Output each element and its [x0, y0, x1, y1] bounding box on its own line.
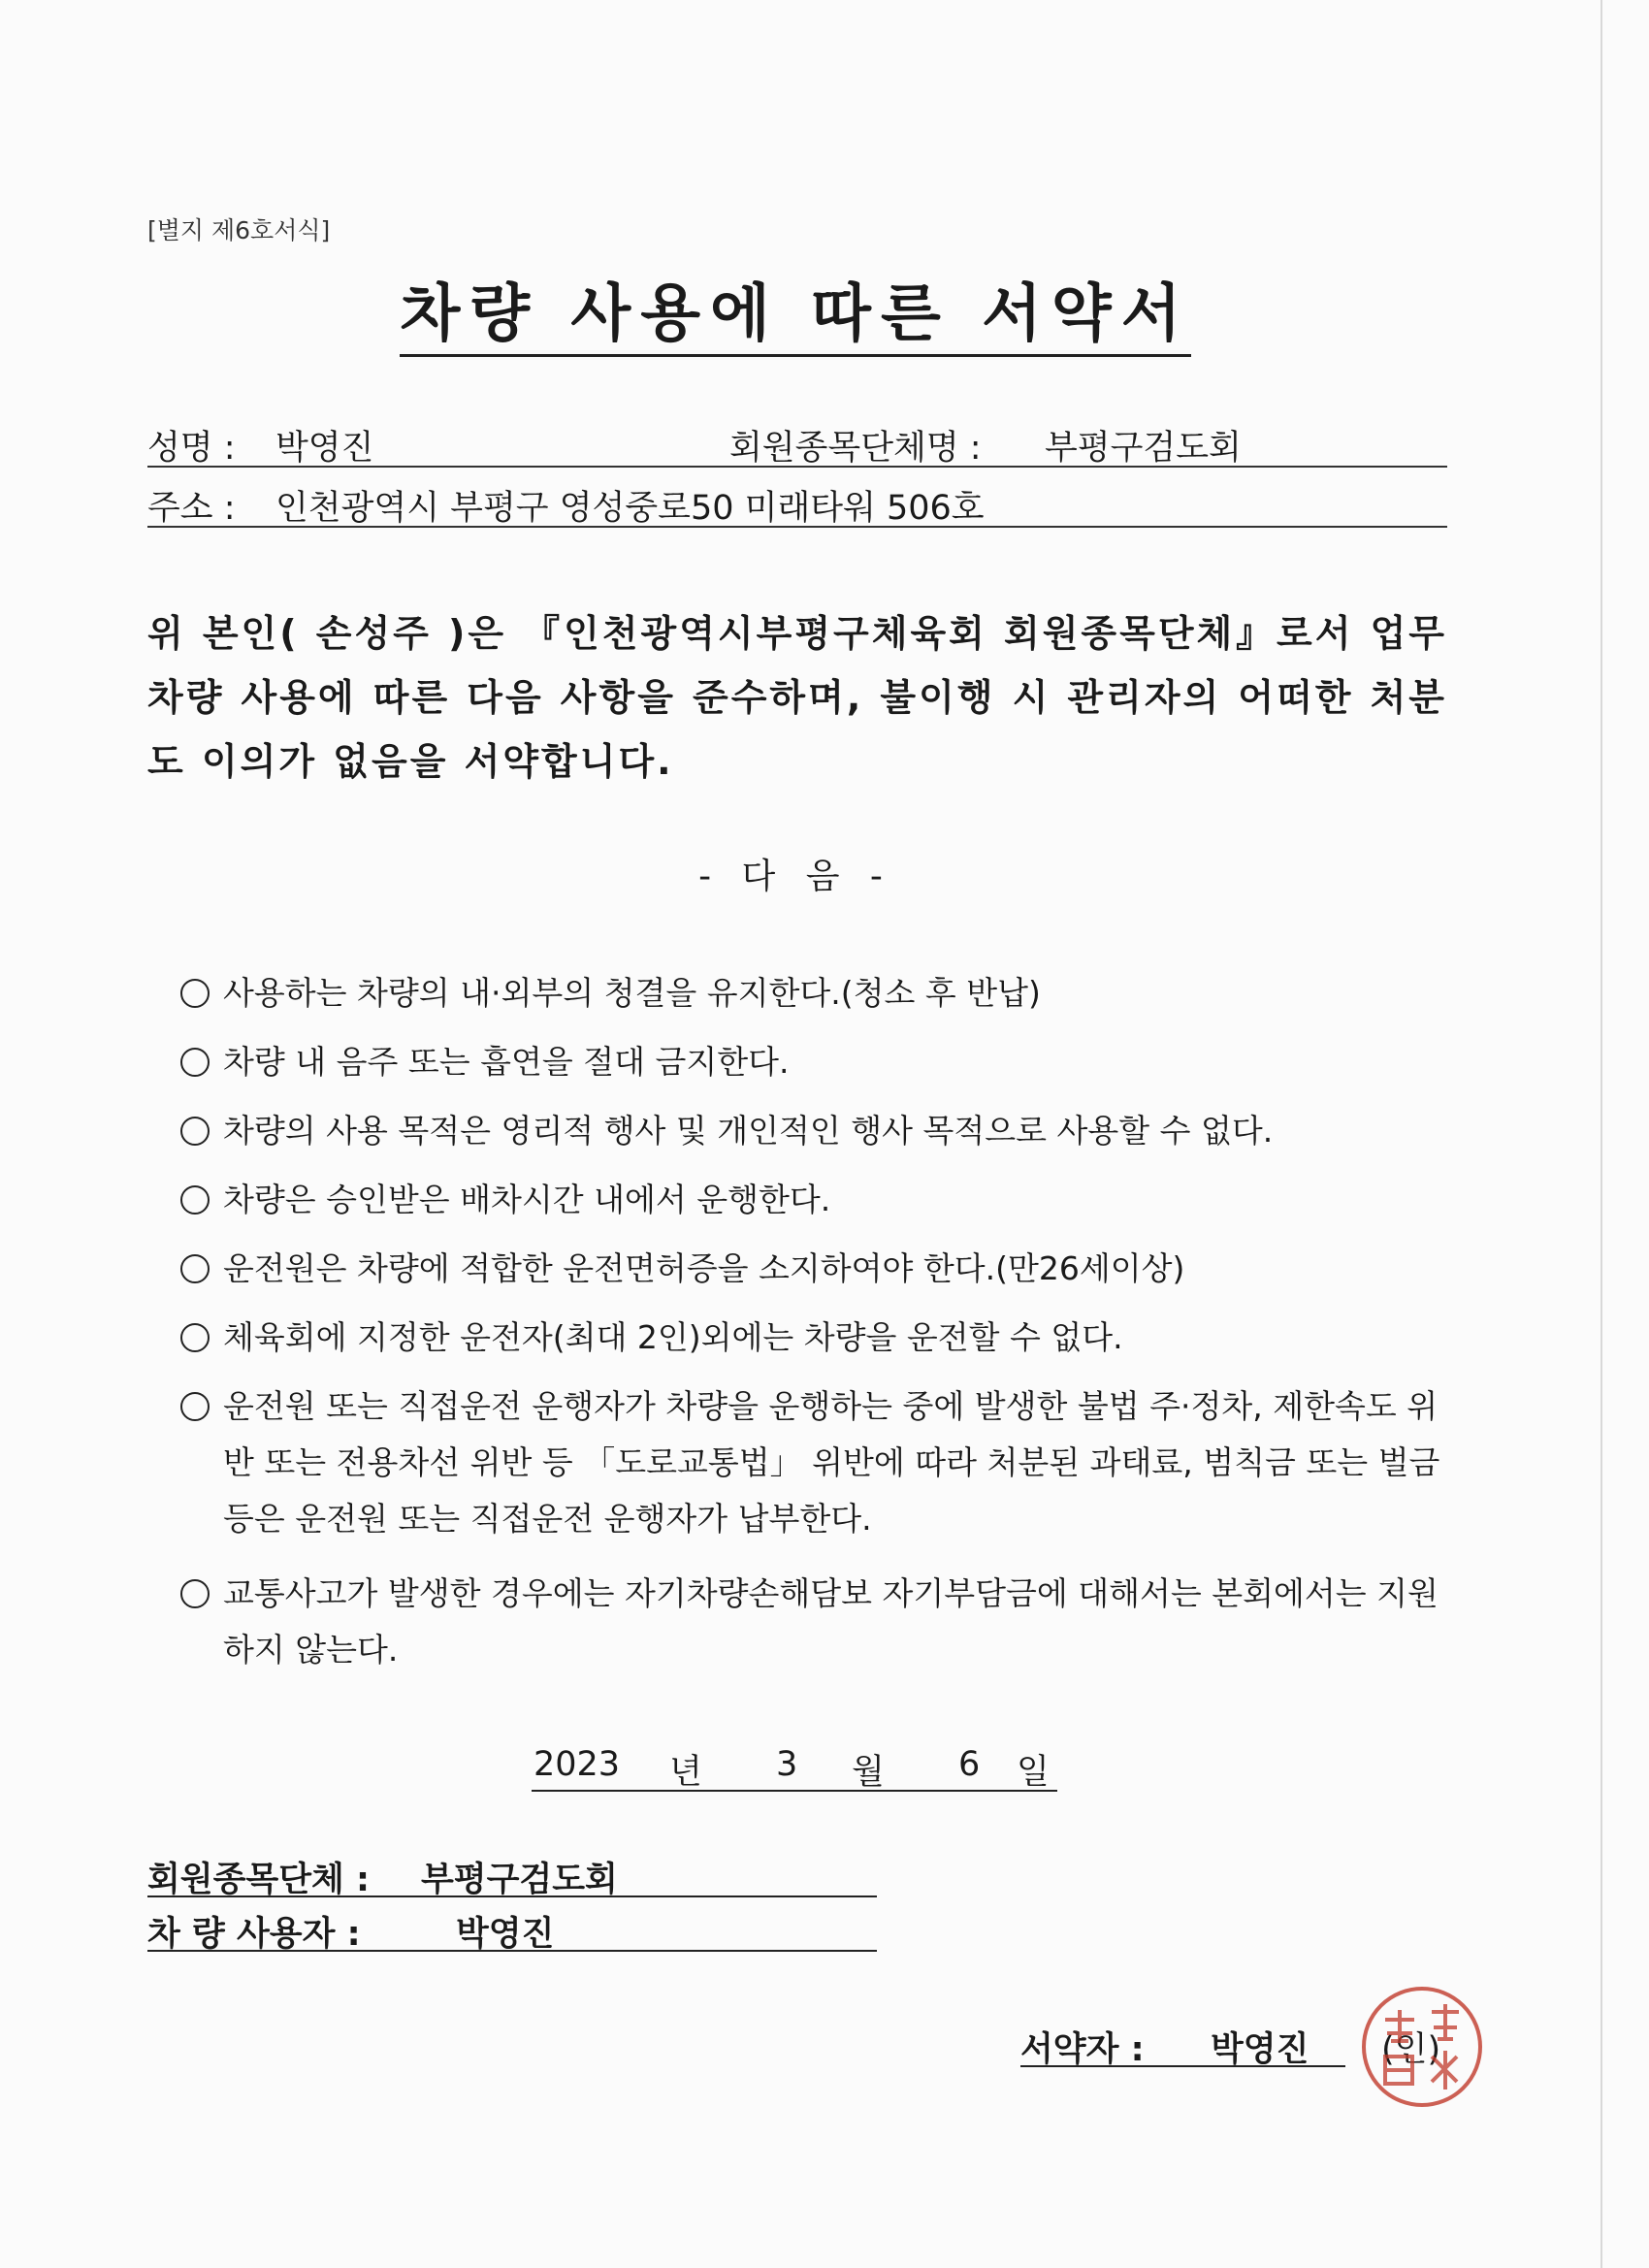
group-label: 회원종목단체명 :	[729, 429, 982, 468]
rule-text: 차량은 승인받은 배차시간 내에서 운행한다.	[223, 1181, 831, 1218]
signature-user-line	[147, 1905, 877, 1952]
rule-item	[180, 965, 1451, 1021]
rule-item	[180, 1566, 1451, 1678]
date-day: 6	[958, 1745, 981, 1784]
name-label: 성명 :	[147, 429, 236, 468]
date-month-unit: 월	[852, 1753, 885, 1792]
date-month: 3	[776, 1745, 798, 1784]
group-sign-value: 부평구검도회	[421, 1861, 618, 1899]
pledge-paragraph: 위 본인( 손성주 )은 『인천광역시부평구체육회 회원종목단체』로서 업무차량 사용에 따른 다음 사항을 준수하며, 불이행 시 관리자의 어떠한 처분도 이의가 없음을 서약합니다.	[147, 612, 1447, 783]
page-edge	[1600, 0, 1602, 2268]
address-label: 주소 :	[147, 489, 236, 528]
section-heading: - 다 음 -	[698, 857, 892, 896]
circle-bullet-icon	[180, 1323, 210, 1352]
rule-item	[180, 1310, 1451, 1366]
date-line	[532, 1741, 1057, 1792]
rule-text: 체육회에 지정한 운전자(최대 2인)외에는 차량을 운전할 수 없다.	[223, 1318, 1123, 1356]
info-line-name	[147, 417, 1447, 468]
rule-item	[180, 1172, 1451, 1228]
circle-bullet-icon	[180, 1392, 210, 1421]
user-sign-label: 차 량 사용자 :	[147, 1915, 361, 1954]
signer-value: 박영진	[1211, 2030, 1310, 2069]
group-sign-label: 회원종목단체 :	[147, 1861, 371, 1899]
signer-underline	[1020, 2065, 1345, 2067]
rule-item	[180, 1034, 1451, 1090]
document-title	[0, 264, 1591, 353]
rule-text: 운전원은 차량에 적합한 운전면허증을 소지하여야 한다.(만26세이상)	[223, 1249, 1185, 1287]
circle-bullet-icon	[180, 1048, 210, 1077]
info-line-address	[147, 477, 1447, 528]
signer-label: 서약자 :	[1020, 2030, 1145, 2069]
user-sign-value: 박영진	[456, 1915, 555, 1954]
seal-mark: (인)	[1381, 2030, 1441, 2069]
group-value: 부평구검도회	[1045, 429, 1242, 468]
address-value: 인천광역시 부평구 영성중로50 미래타워 506호	[275, 489, 985, 528]
rule-text: 차량의 사용 목적은 영리적 행사 및 개인적인 행사 목적으로 사용할 수 없다.	[223, 1112, 1274, 1150]
circle-bullet-icon	[180, 1185, 210, 1215]
date-day-unit: 일	[1017, 1753, 1050, 1792]
circle-bullet-icon	[180, 1117, 210, 1146]
rule-text: 차량 내 음주 또는 흡연을 절대 금지한다.	[223, 1043, 790, 1081]
signature-group-line	[147, 1851, 877, 1897]
form-code: [별지 제6호서식]	[147, 216, 331, 244]
name-value: 박영진	[275, 429, 374, 468]
red-seal-stamp-icon	[1356, 1981, 1488, 2113]
rule-item	[180, 1241, 1451, 1297]
rule-text: 교통사고가 발생한 경우에는 자기차량손해담보 자기부담금에 대해서는 본회에서는 지원하지 않는다.	[223, 1574, 1439, 1669]
rule-text: 사용하는 차량의 내·외부의 청결을 유지한다.(청소 후 반납)	[223, 974, 1041, 1012]
circle-bullet-icon	[180, 979, 210, 1008]
date-year: 2023	[534, 1745, 621, 1784]
date-year-unit: 년	[669, 1753, 702, 1792]
circle-bullet-icon	[180, 1254, 210, 1283]
rule-text: 운전원 또는 직접운전 운행자가 차량을 운행하는 중에 발생한 불법 주·정차, 제한속도 위반 또는 전용차선 위반 등 「도로교통법」 위반에 따라 처분된 과태료, 범칙금 또는 벌금 등은 운전원 또는 직접운전 운행자가 납부한다.	[223, 1387, 1440, 1538]
rule-item	[180, 1378, 1451, 1547]
circle-bullet-icon	[180, 1579, 210, 1608]
rule-item	[180, 1103, 1451, 1159]
document-title-text: 차량 사용에 따른 서약서	[400, 278, 1190, 357]
